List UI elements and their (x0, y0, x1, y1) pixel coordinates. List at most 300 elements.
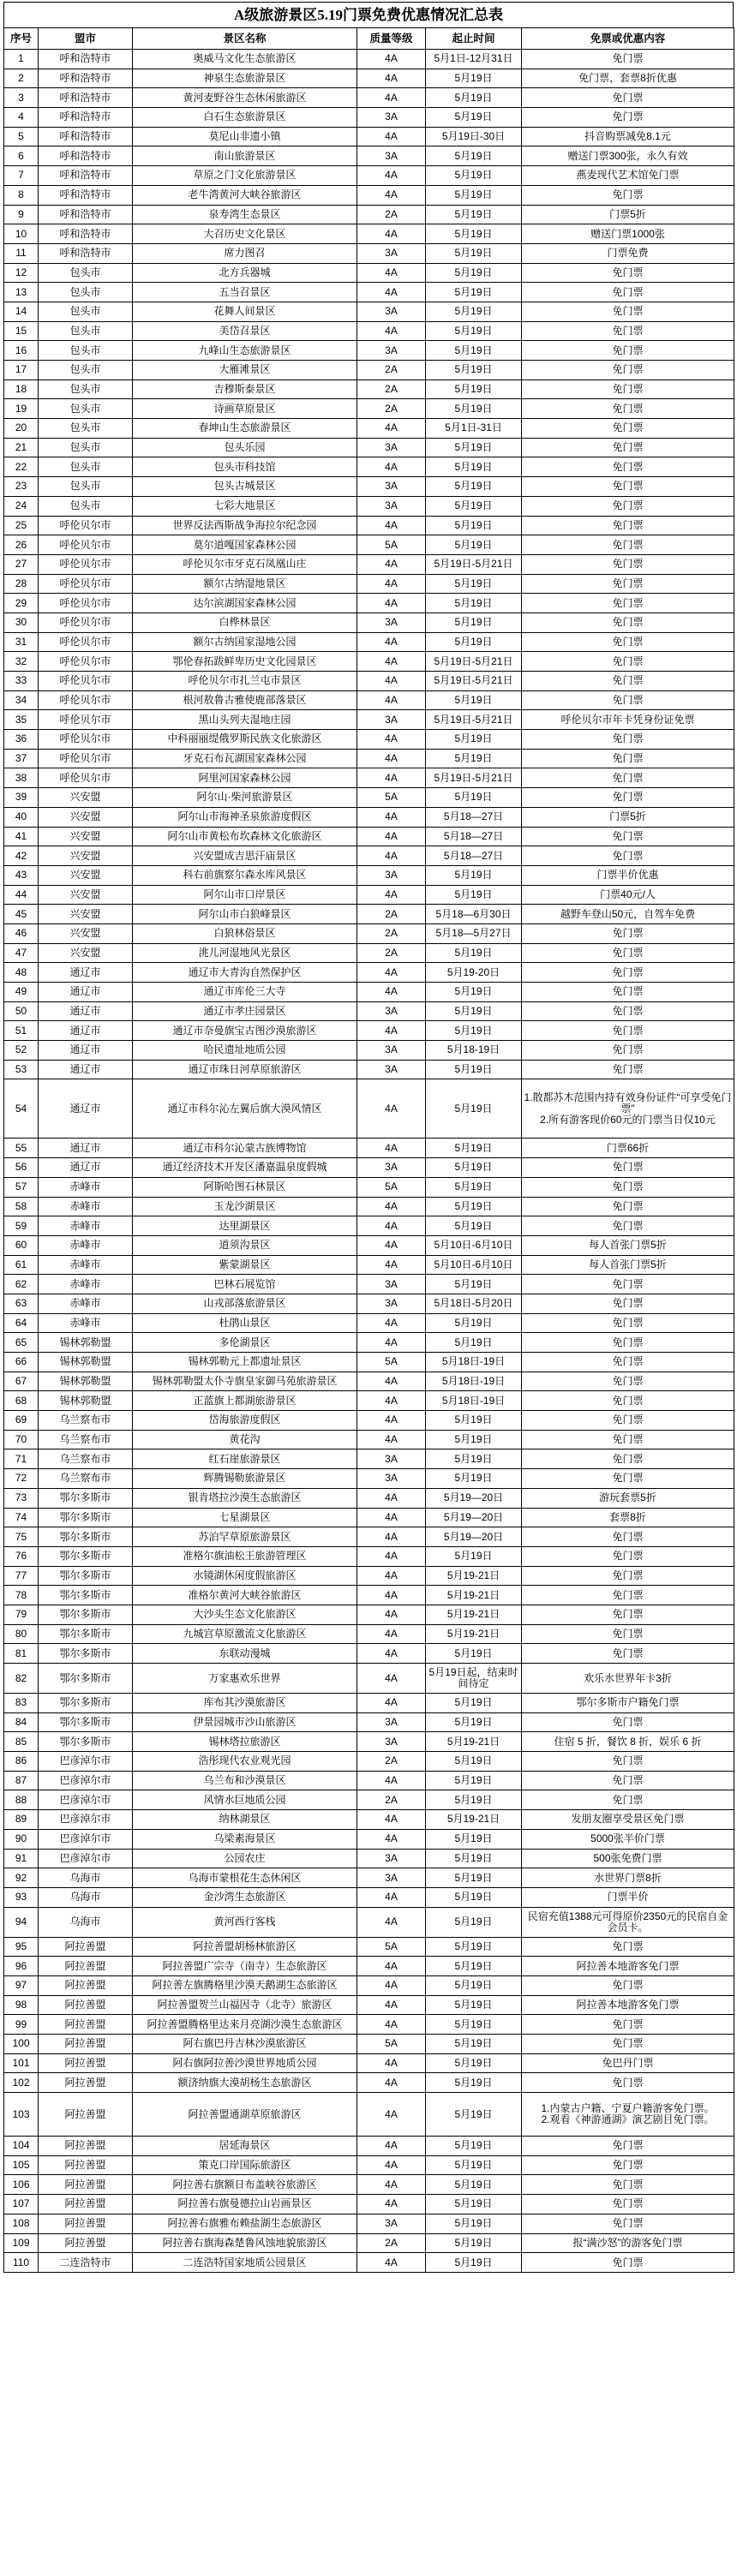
cell-index: 93 (4, 1887, 39, 1907)
cell-scenic-name: 银肯塔拉沙漠生态旅游区 (133, 1488, 357, 1508)
cell-offer: 免门票 (522, 1021, 734, 1041)
table-row (4, 1829, 734, 1849)
cell-scenic-name: 准格尔黄河大峡谷旅游区 (133, 1586, 357, 1605)
cell-offer: 免门票 (522, 923, 734, 943)
cell-grade: 4A (357, 1372, 426, 1391)
cell-period: 5月19日 (426, 885, 522, 905)
table-row (4, 2093, 734, 2137)
cell-grade: 3A (357, 302, 426, 321)
cell-grade: 2A (357, 943, 426, 963)
cell-city: 呼和浩特市 (39, 146, 133, 166)
cell-scenic-name: 花舞人间景区 (133, 302, 357, 321)
cell-period: 5月19日 (426, 2195, 522, 2214)
cell-scenic-name: 通辽市大青沟自然保护区 (133, 963, 357, 983)
cell-period: 5月19日起，结束时间待定 (426, 1664, 522, 1694)
cell-scenic-name: 策克口岸国际旅游区 (133, 2155, 357, 2175)
cell-offer: 免门票 (522, 88, 734, 108)
cell-index: 45 (4, 905, 39, 924)
cell-scenic-name: 岱海旅游度假区 (133, 1411, 357, 1431)
cell-period: 5月19日 (426, 594, 522, 613)
cell-index: 83 (4, 1694, 39, 1713)
cell-index: 98 (4, 1995, 39, 2015)
cell-index: 24 (4, 496, 39, 516)
cell-scenic-name: 准格尔旗油松王旅游管理区 (133, 1546, 357, 1566)
cell-offer: 免门票 (522, 2195, 734, 2214)
cell-grade: 4A (357, 846, 426, 866)
cell-city: 巴彦淖尔市 (39, 1790, 133, 1810)
cell-grade: 4A (357, 1829, 426, 1849)
cell-offer: 抖音购票减免8.1元 (522, 127, 734, 146)
cell-offer: 游玩套票5折 (522, 1488, 734, 1508)
cell-city: 呼和浩特市 (39, 205, 133, 224)
table-row (4, 1810, 734, 1830)
cell-grade: 3A (357, 1294, 426, 1313)
cell-city: 兴安盟 (39, 807, 133, 827)
cell-grade: 4A (357, 516, 426, 535)
table-row (4, 1644, 734, 1664)
cell-city: 呼伦贝尔市 (39, 594, 133, 613)
table-row (4, 321, 734, 341)
cell-offer: 门票5折 (522, 807, 734, 827)
cell-city: 乌兰察布市 (39, 1449, 133, 1469)
cell-period: 5月19日 (426, 1139, 522, 1158)
cell-grade: 4A (357, 690, 426, 710)
cell-offer: 欢乐水世界年卡3折 (522, 1664, 734, 1694)
cell-index: 58 (4, 1197, 39, 1216)
cell-city: 阿拉善盟 (39, 2214, 133, 2233)
cell-city: 呼伦贝尔市 (39, 574, 133, 594)
cell-city: 呼和浩特市 (39, 69, 133, 88)
cell-period: 5月18日-19日 (426, 1353, 522, 1372)
cell-city: 锡林郭勒盟 (39, 1391, 133, 1411)
table-row (4, 496, 734, 516)
cell-period: 5月19日 (426, 1430, 522, 1449)
table-row (4, 419, 734, 439)
table-row (4, 1527, 734, 1547)
cell-period: 5月19日 (426, 146, 522, 166)
cell-offer: 免门票 (522, 1937, 734, 1957)
cell-period: 5月19日 (426, 283, 522, 302)
cell-city: 呼伦贝尔市 (39, 730, 133, 750)
cell-city: 兴安盟 (39, 923, 133, 943)
cell-period: 5月19日 (426, 632, 522, 652)
cell-period: 5月18—6月30日 (426, 905, 522, 924)
cell-grade: 3A (357, 1469, 426, 1489)
cell-city: 包头市 (39, 380, 133, 399)
table-row (4, 768, 734, 788)
cell-grade: 4A (357, 224, 426, 244)
cell-city: 赤峰市 (39, 1275, 133, 1294)
table-row (4, 1001, 734, 1021)
cell-city: 包头市 (39, 341, 133, 361)
cell-scenic-name: 九峰山生态旅游景区 (133, 341, 357, 361)
cell-index: 54 (4, 1079, 39, 1139)
cell-index: 31 (4, 632, 39, 652)
table-row (4, 1177, 734, 1197)
cell-grade: 4A (357, 807, 426, 827)
cell-index: 81 (4, 1644, 39, 1664)
cell-city: 鄂尔多斯市 (39, 1732, 133, 1752)
cell-index: 22 (4, 457, 39, 477)
table-row (4, 243, 734, 263)
cell-city: 通辽市 (39, 1079, 133, 1139)
cell-grade: 4A (357, 1235, 426, 1255)
cell-offer: 免门票 (522, 185, 734, 205)
cell-index: 100 (4, 2035, 39, 2054)
cell-city: 包头市 (39, 361, 133, 380)
cell-grade: 4A (357, 1566, 426, 1586)
cell-index: 13 (4, 283, 39, 302)
table-row (4, 963, 734, 983)
cell-scenic-name: 紫蒙湖景区 (133, 1255, 357, 1275)
cell-index: 80 (4, 1624, 39, 1644)
cell-offer: 免门票 (522, 613, 734, 632)
cell-offer: 1.内蒙古户籍、宁夏户籍游客免门票。 2.观看《神游通湖》演艺剧目免门票。 (522, 2093, 734, 2137)
cell-scenic-name: 大召历史文化景区 (133, 224, 357, 244)
header-grade: 质量等级 (357, 28, 426, 50)
cell-scenic-name: 公园农庄 (133, 1849, 357, 1868)
cell-period: 5月19日 (426, 2214, 522, 2233)
cell-index: 37 (4, 749, 39, 768)
cell-scenic-name: 乌兰布和沙漠景区 (133, 1771, 357, 1790)
cell-scenic-name: 通辽市珠日河草原旅游区 (133, 1060, 357, 1079)
cell-period: 5月19日 (426, 263, 522, 283)
cell-grade: 4A (357, 69, 426, 88)
cell-scenic-name: 南山旅游景区 (133, 146, 357, 166)
cell-scenic-name: 呼伦贝尔市牙克石凤凰山庄 (133, 554, 357, 574)
cell-grade: 4A (357, 554, 426, 574)
cell-offer: 门票40元/人 (522, 885, 734, 905)
cell-city: 巴彦淖尔市 (39, 1752, 133, 1772)
cell-city: 赤峰市 (39, 1235, 133, 1255)
cell-city: 呼和浩特市 (39, 108, 133, 128)
cell-city: 呼伦贝尔市 (39, 768, 133, 788)
cell-index: 55 (4, 1139, 39, 1158)
cell-scenic-name: 通辽市库伦三大寺 (133, 983, 357, 1002)
cell-city: 阿拉善盟 (39, 2195, 133, 2214)
cell-offer: 免门票 (522, 516, 734, 535)
cell-period: 5月19日 (426, 1957, 522, 1976)
cell-offer: 免门票 (522, 1771, 734, 1790)
cell-period: 5月19日 (426, 380, 522, 399)
cell-period: 5月19日-30日 (426, 127, 522, 146)
cell-city: 阿拉善盟 (39, 2233, 133, 2253)
cell-offer: 免门票 (522, 1294, 734, 1313)
cell-offer: 500张免费门票 (522, 1849, 734, 1868)
cell-scenic-name: 阿拉善左旗腾格里沙漠天鹅湖生态旅游区 (133, 1975, 357, 1995)
cell-city: 兴安盟 (39, 865, 133, 885)
cell-offer: 门票半价优惠 (522, 865, 734, 885)
cell-period: 5月19日 (426, 166, 522, 186)
cell-city: 呼伦贝尔市 (39, 613, 133, 632)
table-row (4, 1752, 734, 1772)
cell-grade: 4A (357, 594, 426, 613)
cell-index: 85 (4, 1732, 39, 1752)
cell-period: 5月19日 (426, 108, 522, 128)
cell-scenic-name: 多伦湖景区 (133, 1333, 357, 1353)
cell-offer: 免门票 (522, 1605, 734, 1624)
cell-period: 5月19日 (426, 749, 522, 768)
table-row (4, 1235, 734, 1255)
cell-city: 阿拉善盟 (39, 1957, 133, 1976)
cell-offer: 免门票 (522, 283, 734, 302)
cell-period: 5月19日 (426, 341, 522, 361)
cell-offer: 阿拉善本地游客免门票 (522, 1995, 734, 2015)
cell-period: 5月19日 (426, 1937, 522, 1957)
cell-offer: 免门票 (522, 1752, 734, 1772)
cell-offer: 免门票 (522, 1411, 734, 1431)
cell-period: 5月18-19日 (426, 1041, 522, 1061)
cell-offer: 免门票 (522, 2155, 734, 2175)
cell-offer: 免门票 (522, 1001, 734, 1021)
cell-grade: 4A (357, 963, 426, 983)
cell-city: 乌兰察布市 (39, 1469, 133, 1489)
cell-period: 5月19日 (426, 243, 522, 263)
table-row (4, 1041, 734, 1061)
cell-index: 18 (4, 380, 39, 399)
cell-index: 21 (4, 438, 39, 457)
cell-city: 呼伦贝尔市 (39, 690, 133, 710)
cell-scenic-name: 山戎部落旅游景区 (133, 1294, 357, 1313)
cell-index: 59 (4, 1216, 39, 1236)
cell-period: 5月19日 (426, 1712, 522, 1732)
cell-grade: 2A (357, 361, 426, 380)
cell-period: 5月19日 (426, 1177, 522, 1197)
cell-scenic-name: 科右前旗察尔森水库风景区 (133, 865, 357, 885)
cell-scenic-name: 白桦林景区 (133, 613, 357, 632)
cell-scenic-name: 神泉生态旅游景区 (133, 69, 357, 88)
table-row (4, 1995, 734, 2015)
cell-scenic-name: 阿尔山市白狼峰景区 (133, 905, 357, 924)
cell-scenic-name: 道须沟景区 (133, 1235, 357, 1255)
cell-scenic-name: 红石崖旅游景区 (133, 1449, 357, 1469)
cell-index: 106 (4, 2175, 39, 2195)
table-row (4, 1469, 734, 1489)
table-row (4, 1586, 734, 1605)
cell-index: 38 (4, 768, 39, 788)
cell-city: 通辽市 (39, 1041, 133, 1061)
cell-index: 75 (4, 1527, 39, 1547)
cell-scenic-name: 通辽市孝庄园景区 (133, 1001, 357, 1021)
cell-offer: 免门票 (522, 1449, 734, 1469)
cell-period: 5月19日 (426, 2073, 522, 2093)
cell-index: 9 (4, 205, 39, 224)
cell-period: 5月19日 (426, 983, 522, 1002)
cell-city: 呼伦贝尔市 (39, 632, 133, 652)
cell-scenic-name: 兴安盟成吉思汗庙景区 (133, 846, 357, 866)
cell-city: 鄂尔多斯市 (39, 1664, 133, 1694)
cell-city: 包头市 (39, 457, 133, 477)
cell-index: 16 (4, 341, 39, 361)
cell-index: 66 (4, 1353, 39, 1372)
cell-period: 5月18—27日 (426, 807, 522, 827)
cell-offer: 套票8折 (522, 1508, 734, 1527)
table-row (4, 438, 734, 457)
cell-offer: 发朋友圈享受景区免门票 (522, 1810, 734, 1830)
cell-scenic-name: 乌梁素海景区 (133, 1829, 357, 1849)
cell-scenic-name: 居延海景区 (133, 2137, 357, 2156)
cell-offer: 免门票 (522, 1469, 734, 1489)
cell-city: 阿拉善盟 (39, 2093, 133, 2137)
cell-index: 8 (4, 185, 39, 205)
cell-scenic-name: 阿拉善右旗雅布赖盐湖生态旅游区 (133, 2214, 357, 2233)
table-row (4, 1430, 734, 1449)
cell-index: 65 (4, 1333, 39, 1353)
cell-offer: 每人首张门票5折 (522, 1235, 734, 1255)
cell-offer: 免门票 (522, 788, 734, 808)
table-row (4, 846, 734, 866)
cell-grade: 5A (357, 535, 426, 555)
cell-index: 27 (4, 554, 39, 574)
cell-grade: 5A (357, 1937, 426, 1957)
cell-scenic-name: 奥威马文化生态旅游区 (133, 50, 357, 69)
table-row (4, 166, 734, 186)
cell-scenic-name: 阿拉善右旗海森楚鲁风蚀地貌旅游区 (133, 2233, 357, 2253)
cell-offer: 免门票 (522, 963, 734, 983)
table-row (4, 50, 734, 69)
cell-city: 鄂尔多斯市 (39, 1508, 133, 1527)
cell-offer: 免门票 (522, 321, 734, 341)
cell-offer: 免门票 (522, 1372, 734, 1391)
cell-index: 47 (4, 943, 39, 963)
cell-period: 5月19日 (426, 2155, 522, 2175)
cell-offer: 免门票 (522, 1158, 734, 1178)
cell-offer: 免门票 (522, 399, 734, 419)
cell-city: 包头市 (39, 321, 133, 341)
cell-scenic-name: 莫尼山非遗小镇 (133, 127, 357, 146)
cell-city: 鄂尔多斯市 (39, 1624, 133, 1644)
cell-index: 15 (4, 321, 39, 341)
cell-city: 通辽市 (39, 983, 133, 1002)
cell-index: 11 (4, 243, 39, 263)
cell-scenic-name: 苏泊罕草原旅游景区 (133, 1527, 357, 1547)
cell-grade: 4A (357, 1197, 426, 1216)
cell-scenic-name: 巴林石展览馆 (133, 1275, 357, 1294)
cell-grade: 4A (357, 652, 426, 672)
table-row (4, 613, 734, 632)
cell-city: 阿拉善盟 (39, 2053, 133, 2073)
cell-index: 49 (4, 983, 39, 1002)
cell-offer: 免门票 (522, 1391, 734, 1411)
table-row (4, 535, 734, 555)
cell-scenic-name: 九城宫草原激流文化旅游区 (133, 1624, 357, 1644)
cell-offer: 免门票 (522, 1041, 734, 1061)
cell-scenic-name: 美岱召景区 (133, 321, 357, 341)
cell-grade: 5A (357, 1177, 426, 1197)
cell-grade: 3A (357, 1158, 426, 1178)
cell-city: 呼伦贝尔市 (39, 652, 133, 672)
cell-grade: 3A (357, 341, 426, 361)
table-row (4, 1158, 734, 1178)
cell-grade: 3A (357, 146, 426, 166)
cell-index: 10 (4, 224, 39, 244)
table-row (4, 1060, 734, 1079)
cell-scenic-name: 通辽市科尔沁左翼后旗大漠风情区 (133, 1079, 357, 1139)
cell-city: 阿拉善盟 (39, 1995, 133, 2015)
cell-period: 5月19日-5月21日 (426, 672, 522, 691)
cell-offer: 免门票 (522, 2175, 734, 2195)
cell-offer: 门票66折 (522, 1139, 734, 1158)
cell-index: 61 (4, 1255, 39, 1275)
header-offer: 免票或优惠内容 (522, 28, 734, 50)
table-row (4, 224, 734, 244)
cell-city: 呼和浩特市 (39, 243, 133, 263)
cell-city: 巴彦淖尔市 (39, 1810, 133, 1830)
cell-index: 107 (4, 2195, 39, 2214)
cell-grade: 4A (357, 1546, 426, 1566)
cell-period: 5月19日 (426, 1887, 522, 1907)
table-row (4, 1275, 734, 1294)
cell-offer: 免门票 (522, 1353, 734, 1372)
cell-period: 5月19日 (426, 361, 522, 380)
cell-grade: 5A (357, 2035, 426, 2054)
cell-index: 90 (4, 1829, 39, 1849)
cell-scenic-name: 阿斯哈图石林景区 (133, 1177, 357, 1197)
cell-index: 56 (4, 1158, 39, 1178)
cell-grade: 4A (357, 1508, 426, 1527)
summary-table (3, 27, 734, 2273)
cell-city: 乌海市 (39, 1907, 133, 1937)
cell-grade: 4A (357, 2093, 426, 2137)
cell-index: 19 (4, 399, 39, 419)
cell-index: 62 (4, 1275, 39, 1294)
cell-scenic-name: 阿尔山·柴河旅游景区 (133, 788, 357, 808)
cell-offer: 免门票 (522, 361, 734, 380)
cell-scenic-name: 老牛湾黄河大峡谷旅游区 (133, 185, 357, 205)
table-row (4, 2053, 734, 2073)
cell-offer: 免门票 (522, 1060, 734, 1079)
cell-grade: 4A (357, 2015, 426, 2035)
cell-period: 5月18—5月27日 (426, 923, 522, 943)
cell-period: 5月19日 (426, 438, 522, 457)
cell-period: 5月19日 (426, 1469, 522, 1489)
table-row (4, 1021, 734, 1041)
cell-offer: 免门票 (522, 50, 734, 69)
cell-index: 1 (4, 50, 39, 69)
cell-offer: 免门票 (522, 594, 734, 613)
cell-period: 5月19日 (426, 2137, 522, 2156)
cell-city: 赤峰市 (39, 1177, 133, 1197)
cell-city: 包头市 (39, 263, 133, 283)
cell-scenic-name: 大沙头生态文化旅游区 (133, 1605, 357, 1624)
cell-grade: 3A (357, 1041, 426, 1061)
cell-city: 兴安盟 (39, 846, 133, 866)
table-row (4, 885, 734, 905)
cell-period: 5月19日 (426, 1216, 522, 1236)
cell-period: 5月19日 (426, 321, 522, 341)
cell-city: 兴安盟 (39, 905, 133, 924)
cell-index: 46 (4, 923, 39, 943)
cell-offer: 免门票 (522, 2035, 734, 2054)
cell-period: 5月19日 (426, 2015, 522, 2035)
table-row (4, 710, 734, 730)
cell-scenic-name: 黄河西行客栈 (133, 1907, 357, 1937)
cell-scenic-name: 额尔古纳国家湿地公园 (133, 632, 357, 652)
cell-period: 5月19日 (426, 1333, 522, 1353)
cell-index: 91 (4, 1849, 39, 1868)
cell-city: 包头市 (39, 399, 133, 419)
cell-offer: 阿拉善本地游客免门票 (522, 1957, 734, 1976)
cell-grade: 3A (357, 613, 426, 632)
cell-index: 39 (4, 788, 39, 808)
cell-index: 42 (4, 846, 39, 866)
cell-offer: 水世界门票8折 (522, 1868, 734, 1888)
cell-index: 76 (4, 1546, 39, 1566)
cell-city: 兴安盟 (39, 827, 133, 846)
cell-period: 5月19日 (426, 477, 522, 497)
cell-city: 乌兰察布市 (39, 1430, 133, 1449)
cell-city: 呼和浩特市 (39, 224, 133, 244)
